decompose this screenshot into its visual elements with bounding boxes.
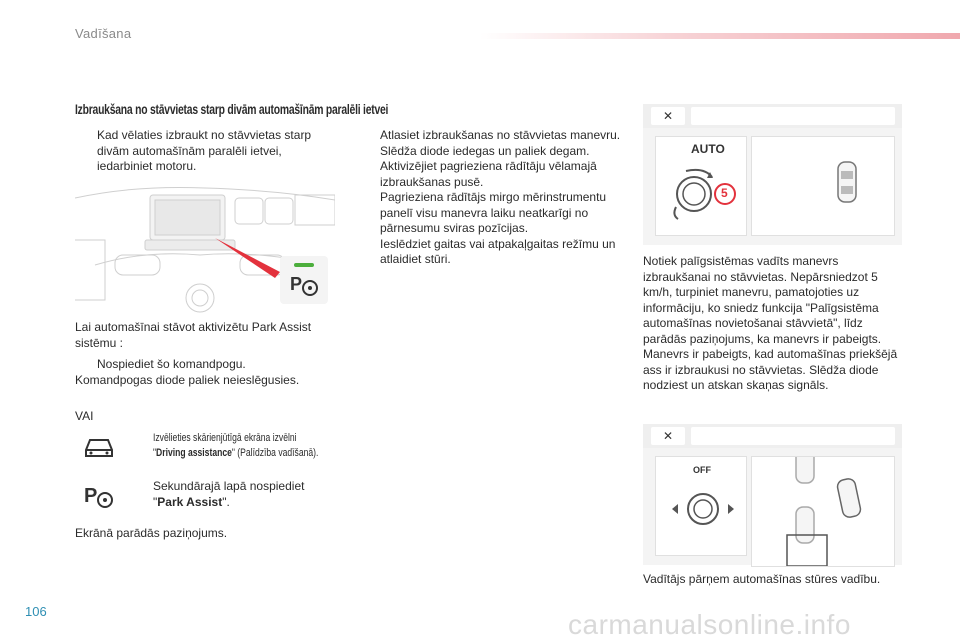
figure-off-screen <box>643 424 902 565</box>
bullet-icon <box>358 128 380 159</box>
step-text: Kad vēlaties izbraukt no stāvvietas starp divām automašīnām paralēli ietvei, iedarbiniet motoru. <box>97 128 312 173</box>
steering-wheel-off-icon <box>668 479 738 539</box>
column-2-steps <box>358 128 623 268</box>
park-assist-icon <box>84 482 116 510</box>
bullet-icon <box>358 159 380 237</box>
led-indicator <box>294 263 314 267</box>
step-text: Nospiediet šo komandpogu. <box>97 357 246 371</box>
figure-auto-screen <box>643 104 902 245</box>
step-secondary-page <box>131 479 341 510</box>
step-text: Aktivizējiet pagrieziena rādītāju vēlamajā izbraukšanas pusē. <box>380 159 597 189</box>
step-press-button <box>75 357 330 373</box>
bullet-icon <box>75 357 97 373</box>
car-top-view-icon <box>830 157 870 217</box>
figure-title-bar <box>691 107 895 125</box>
step-text: Atlasiet izbraukšanas no stāvvietas manevru. <box>380 128 621 142</box>
page-number: 106 <box>25 604 47 619</box>
step-select-menu <box>131 431 341 461</box>
watermark: carmanualsonline.info <box>568 609 851 640</box>
step-start-engine <box>75 128 330 175</box>
park-assist-button-figure <box>280 256 328 304</box>
bullet-icon <box>131 431 153 461</box>
bullet-icon <box>75 128 97 175</box>
or-label: VAI <box>75 409 94 423</box>
quote-open: " <box>153 447 157 459</box>
park-assist-label: Park Assist <box>157 494 223 509</box>
secondary-line-1: Sekundārajā lapā nospiediet <box>153 479 305 493</box>
secondary-line-2 <box>153 495 304 511</box>
step-detail: Pagrieziena rādītājs mirgo mērinstrumentu panelī visu manevra laiku neatkarīgi no pārnesumu sviras pozīcijas. <box>380 190 607 235</box>
park-steering-icon <box>290 272 320 298</box>
close-icon[interactable]: ✕ <box>651 427 685 445</box>
parking-view-panel <box>751 136 895 236</box>
step-text: Ieslēdziet gaitas vai atpakaļgaitas režīmu un atlaidiet stūri. <box>380 236 616 266</box>
park-letter: P <box>84 485 98 507</box>
parked-cars-drawing <box>752 457 894 566</box>
menu-name: Driving assistance <box>156 447 232 459</box>
parking-view-panel <box>751 456 895 567</box>
maneuver-paragraph: Notiek palīgsistēmas vadīts manevrs izbraukšanai no stāvvietas. Nepārsniedzot 5 km/h, turpiniet manevru, pamatojoties uz informāciju, ko sniedz funkcija "Palīgsistēma automašīnas novietošanai stāvvietā", līdz parādās paziņojums, ka manevrs ir pabeigts. Manevrs ir pabeigts, kad automašīnas priekšējā ass ir izbraukusi no stāvvietas. Slēdža diode nodziest un atskan skaņas signāls. <box>643 254 898 392</box>
figure-title-bar <box>691 427 895 445</box>
section-title: Vadīšana <box>75 26 132 41</box>
activate-intro: Lai automašīnai stāvot aktivizētu Park Assist sistēmu : <box>75 320 312 350</box>
bullet-icon <box>358 237 380 268</box>
auto-panel <box>655 136 747 236</box>
step-indicator <box>358 159 623 237</box>
step-gear <box>358 237 623 268</box>
steering-wheel-icon <box>664 159 744 229</box>
auto-label: AUTO <box>691 142 725 156</box>
quote-open: " <box>153 494 158 509</box>
driver-takes-control-text: Vadītājs pārņem automašīnas stūres vadību. <box>643 572 881 586</box>
step-select-maneuver <box>358 128 623 159</box>
header-gradient-rule <box>480 33 960 39</box>
menu-translation: " (Palīdzība vadīšanā). <box>231 447 319 459</box>
screen-message-text: Ekrānā parādās paziņojums. <box>75 526 228 540</box>
bullet-icon <box>131 479 153 510</box>
led-status-text: Komandpogas diode paliek neieslēgusies. <box>75 373 300 387</box>
step-number-badge: 5 <box>721 186 728 200</box>
off-panel <box>655 456 747 556</box>
car-menu-icon <box>82 436 116 460</box>
step-detail: Slēdža diode iedegas un paliek degam. <box>380 143 590 158</box>
quote-close: ". <box>222 494 230 509</box>
park-letter: P <box>290 274 303 294</box>
close-icon[interactable]: ✕ <box>651 107 685 125</box>
menu-line-1: Izvēlieties skārienjūtīgā ekrāna izvēlni <box>153 432 297 444</box>
menu-line-2 <box>153 446 318 461</box>
dashboard-illustration <box>75 180 335 315</box>
page-heading: Izbraukšana no stāvvietas starp divām automašīnām paralēli ietvei <box>75 101 389 117</box>
off-label: OFF <box>693 465 711 475</box>
